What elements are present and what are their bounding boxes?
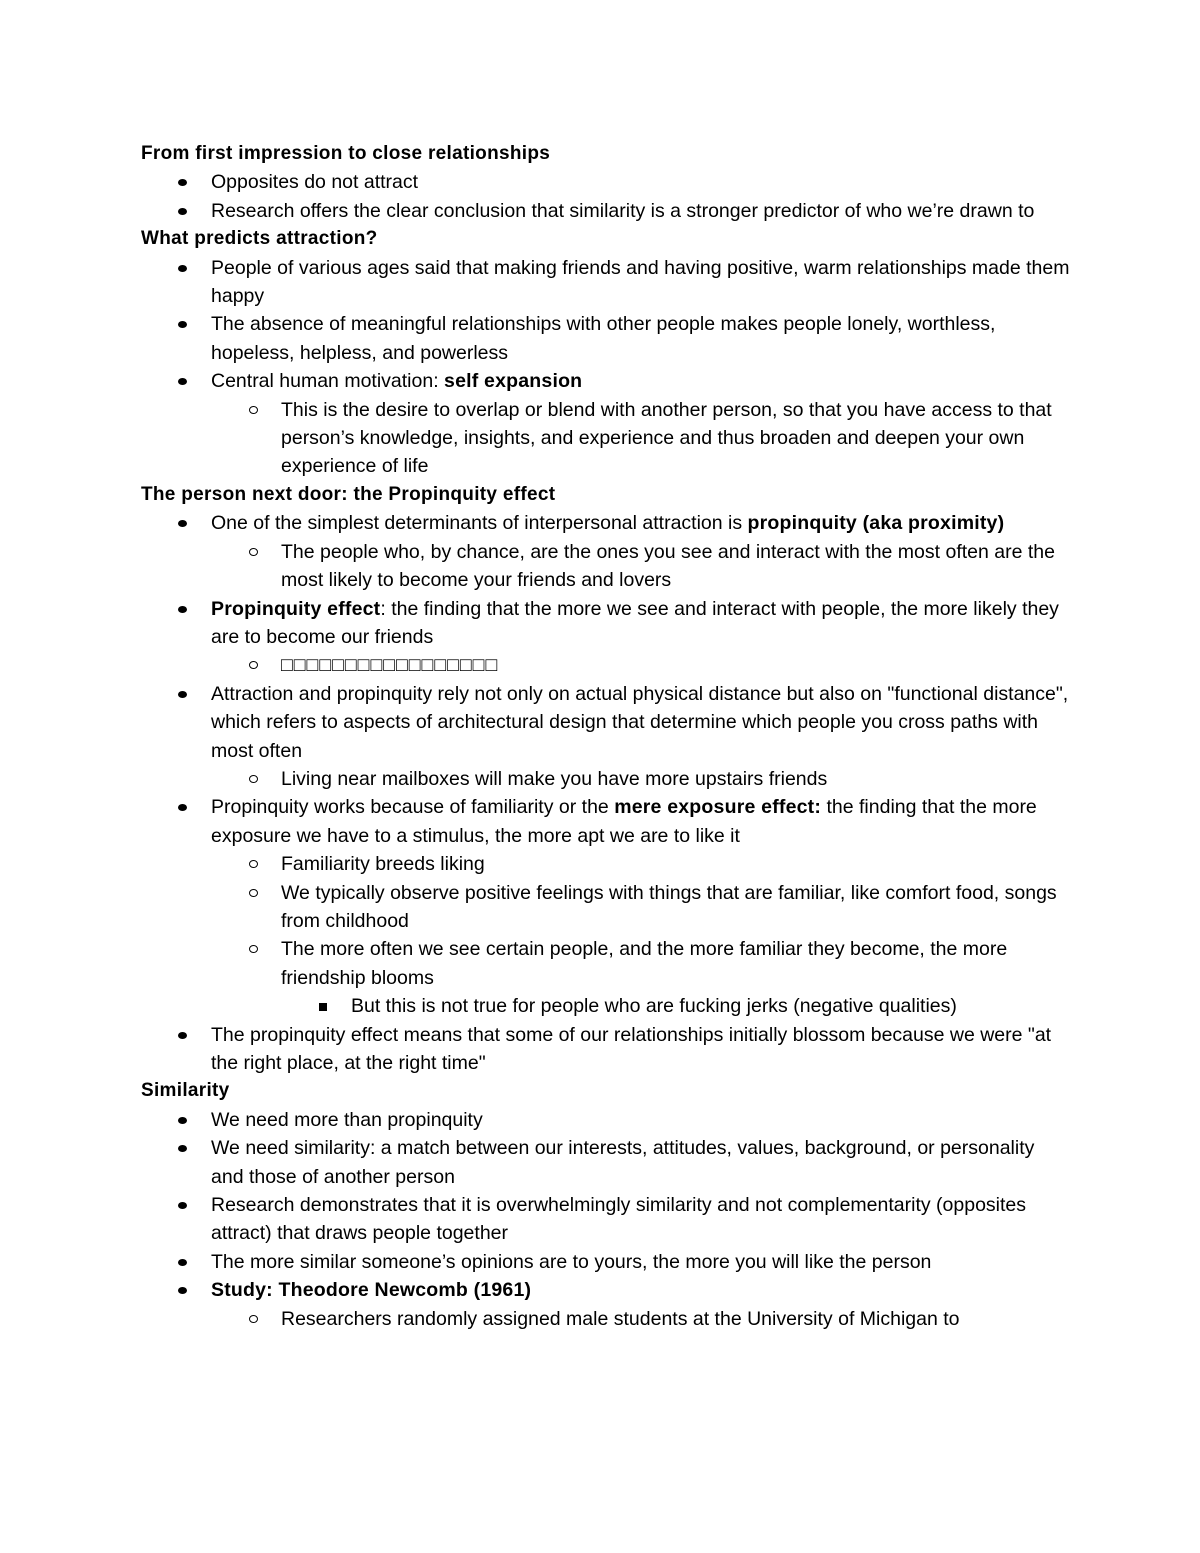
list-item: Research demonstrates that it is overwhelmingly similarity and not complementarity (opposites attract) that draws people together <box>211 1191 1071 1248</box>
item-text: The more often we see certain people, and the more familiar they become, the more friendship blooms <box>281 938 1008 989</box>
sub-list-item: □□□□□□□□□□□□□□□□□ <box>281 651 1071 679</box>
sub-list <box>211 651 1071 679</box>
sub-list-item: Living near mailboxes will make you have more upstairs friends <box>281 765 1071 793</box>
sub-list-item: Researchers randomly assigned male students at the University of Michigan to <box>281 1305 1071 1333</box>
section-heading: Similarity <box>141 1080 230 1102</box>
sub-sub-list <box>281 992 1071 1020</box>
sub-sub-list-item: But this is not true for people who are fucking jerks (negative qualities) <box>351 992 1071 1020</box>
item-text: Propinquity works because of familiarity or the <box>211 796 615 819</box>
section-heading: From first impression to close relationships <box>141 143 551 164</box>
list-item: Research offers the clear conclusion that similarity is a stronger predictor of who we’re drawn to <box>211 197 1071 225</box>
list-item <box>211 595 1071 680</box>
sub-list <box>211 765 1071 793</box>
sub-list-item: Familiarity breeds liking <box>281 850 1071 878</box>
sub-list-item <box>281 935 1071 1020</box>
sub-list-item: This is the desire to overlap or blend with another person, so that you have access to that person’s knowledge, insights, and experience and thus broaden and deepen your own experience of life <box>281 396 1071 481</box>
list-item: Opposites do not attract <box>211 168 1071 196</box>
sub-list <box>211 538 1071 595</box>
list-item: People of various ages said that making friends and having positive, warm relationships made them happy <box>211 254 1071 311</box>
key-term: Propinquity effect <box>211 597 381 620</box>
bullet-list <box>141 509 1071 1077</box>
item-text: the finding that the more exposure we have to a stimulus, the more apt we are to like it <box>211 796 1037 847</box>
item-text: One of the simplest determinants of interpersonal attraction is <box>211 512 748 535</box>
key-term: propinquity (aka proximity) <box>747 512 1005 535</box>
item-text: : the finding that the more we see and interact with people, the more likely they are to become our friends <box>211 597 1059 648</box>
document-body <box>141 140 1071 1333</box>
key-term: mere exposure effect: <box>614 796 822 819</box>
list-item <box>211 1276 1071 1333</box>
sub-list <box>211 396 1071 481</box>
list-item <box>211 793 1071 1020</box>
sub-list-item: The people who, by chance, are the ones you see and interact with the most often are the most likely to become your friends and lovers <box>281 538 1071 595</box>
list-item: We need more than propinquity <box>211 1106 1071 1134</box>
sub-list-item: We typically observe positive feelings with things that are familiar, like comfort food, songs from childhood <box>281 879 1071 936</box>
list-item: The more similar someone’s opinions are to yours, the more you will like the person <box>211 1248 1071 1276</box>
list-item <box>211 680 1071 794</box>
sub-list <box>211 1305 1071 1333</box>
bullet-list <box>141 254 1071 481</box>
list-item: We need similarity: a match between our interests, attitudes, values, background, or personality and those of another person <box>211 1134 1071 1191</box>
list-item: The propinquity effect means that some of our relationships initially blossom because we were "at the right place, at the right time" <box>211 1021 1071 1078</box>
list-item <box>211 509 1071 594</box>
bullet-list <box>141 168 1071 225</box>
section-heading: What predicts attraction? <box>141 228 378 250</box>
key-term: Study: Theodore Newcomb (1961) <box>211 1279 532 1302</box>
bullet-list <box>141 1106 1071 1333</box>
list-item <box>211 367 1071 481</box>
list-item: The absence of meaningful relationships with other people makes people lonely, worthless, hopeless, helpless, and powerless <box>211 310 1071 367</box>
key-term: self expansion <box>444 370 583 393</box>
sub-list <box>211 850 1071 1020</box>
section-heading: The person next door: the Propinquity effect <box>141 483 556 505</box>
item-text: Central human motivation: <box>211 370 445 393</box>
item-text: Attraction and propinquity rely not only on actual physical distance but also on "functional distance", which refers to aspects of architectural design that determine which people you cross paths with most often <box>211 682 1069 762</box>
